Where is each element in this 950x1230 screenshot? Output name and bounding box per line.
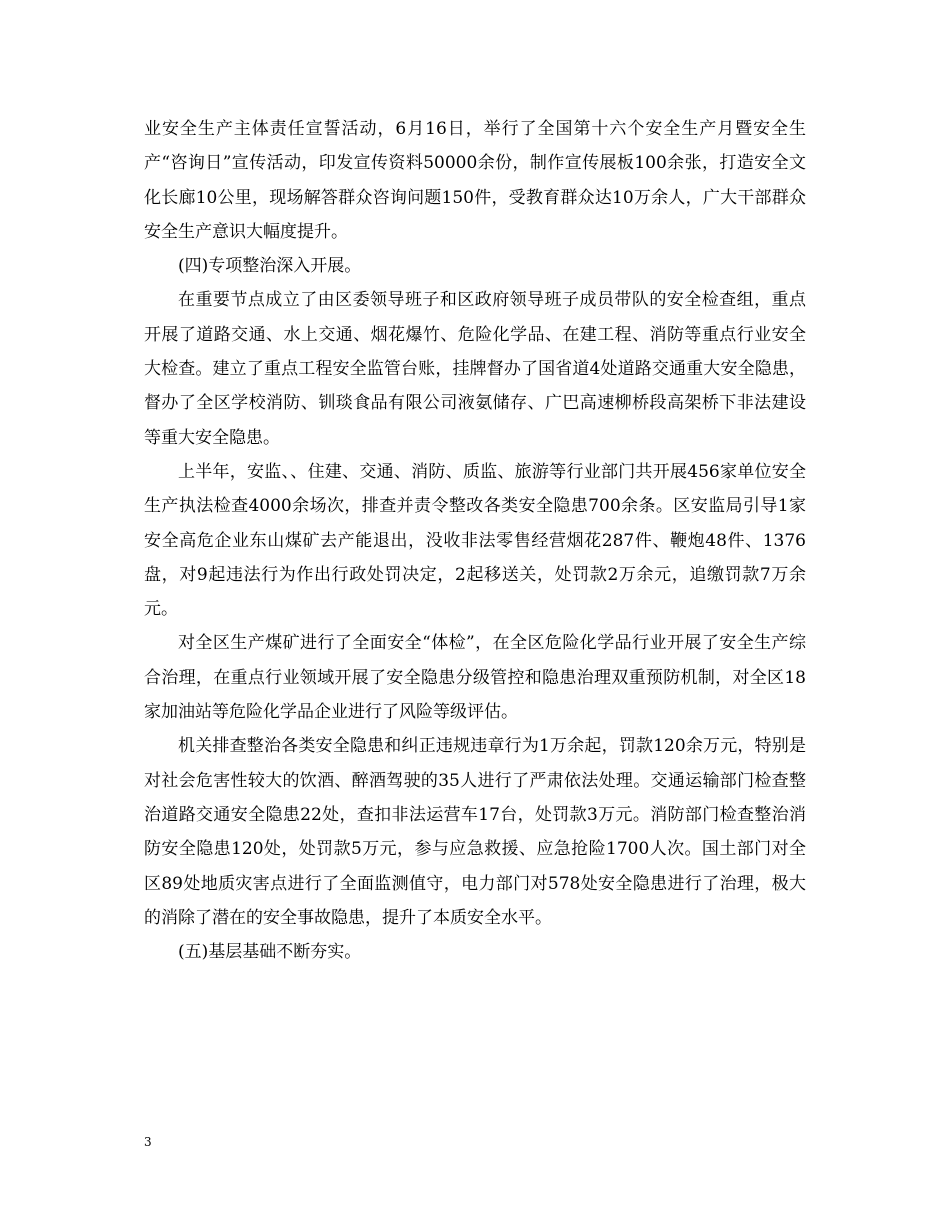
paragraph-coal-mine-checkup: 对全区生产煤矿进行了全面安全“体检”，在全区危险化学品行业开展了安全生产综合治理，在重点行业领域开展了安全隐患分级管控和隐患治理双重预防机制，对全区18家加油站等危险化学品企业进行了风险等级评估。	[144, 633, 806, 723]
paragraph-continuation: 业安全生产主体责任宣誓活动，6月16日，举行了全国第十六个安全生产月暨安全生产“咨询日”宣传活动，印发宣传资料50000余份，制作宣传展板100余张，打造安全文化长廊10公里，现场解答群众咨询问题150件，受教育群众达10万余人，广大干部群众安全生产意识大幅度提升。	[144, 119, 806, 242]
page-number: 3	[144, 1135, 152, 1149]
paragraph-first-half-enforcement: 上半年，安监、、住建、交通、消防、质监、旅游等行业部门共开展456家单位安全生产执法检查4000余场次，排查并责令整改各类安全隐患700余条。区安监局引导1家安全高危企业东山煤矿去产能退出，没收非法零售经营烟花287件、鞭炮48件、1376盘，对9起违法行为作出行政处罚决定，2起移送关，处罚款2万余元，追缴罚款7万余元。	[144, 461, 806, 620]
section-heading-5: (五)基层基础不断夯实。	[178, 942, 362, 963]
paragraph-inspection-groups: 在重要节点成立了由区委领导班子和区政府领导班子成员带队的安全检查组，重点开展了道路交通、水上交通、烟花爆竹、危险化学品、在建工程、消防等重点行业安全大检查。建立了重点工程安全监管台账，挂牌督办了国省道4处道路交通重大安全隐患，督办了全区学校消防、钏琰食品有限公司液氨储存、广巴高速柳桥段高架桥下非法建设等重大安全隐患。	[144, 290, 806, 448]
document-body	[144, 112, 806, 969]
paragraph-hazard-rectification: 机关排查整治各类安全隐患和纠正违规违章行为1万余起，罚款120余万元，特别是对社会危害性较大的饮酒、醉酒驾驶的35人进行了严肃依法处理。交通运输部门检查整治道路交通安全隐患22处，查扣非法运营车17台，处罚款3万元。消防部门检查整治消防安全隐患120处，处罚款5万元，参与应急救援、应急抢险1700人次。国土部门对全区89处地质灾害点进行了全面监测值守，电力部门对578处安全隐患进行了治理，极大的消除了潜在的安全事故隐患，提升了本质安全水平。	[144, 736, 806, 928]
section-heading-4: (四)专项整治深入开展。	[178, 256, 362, 277]
